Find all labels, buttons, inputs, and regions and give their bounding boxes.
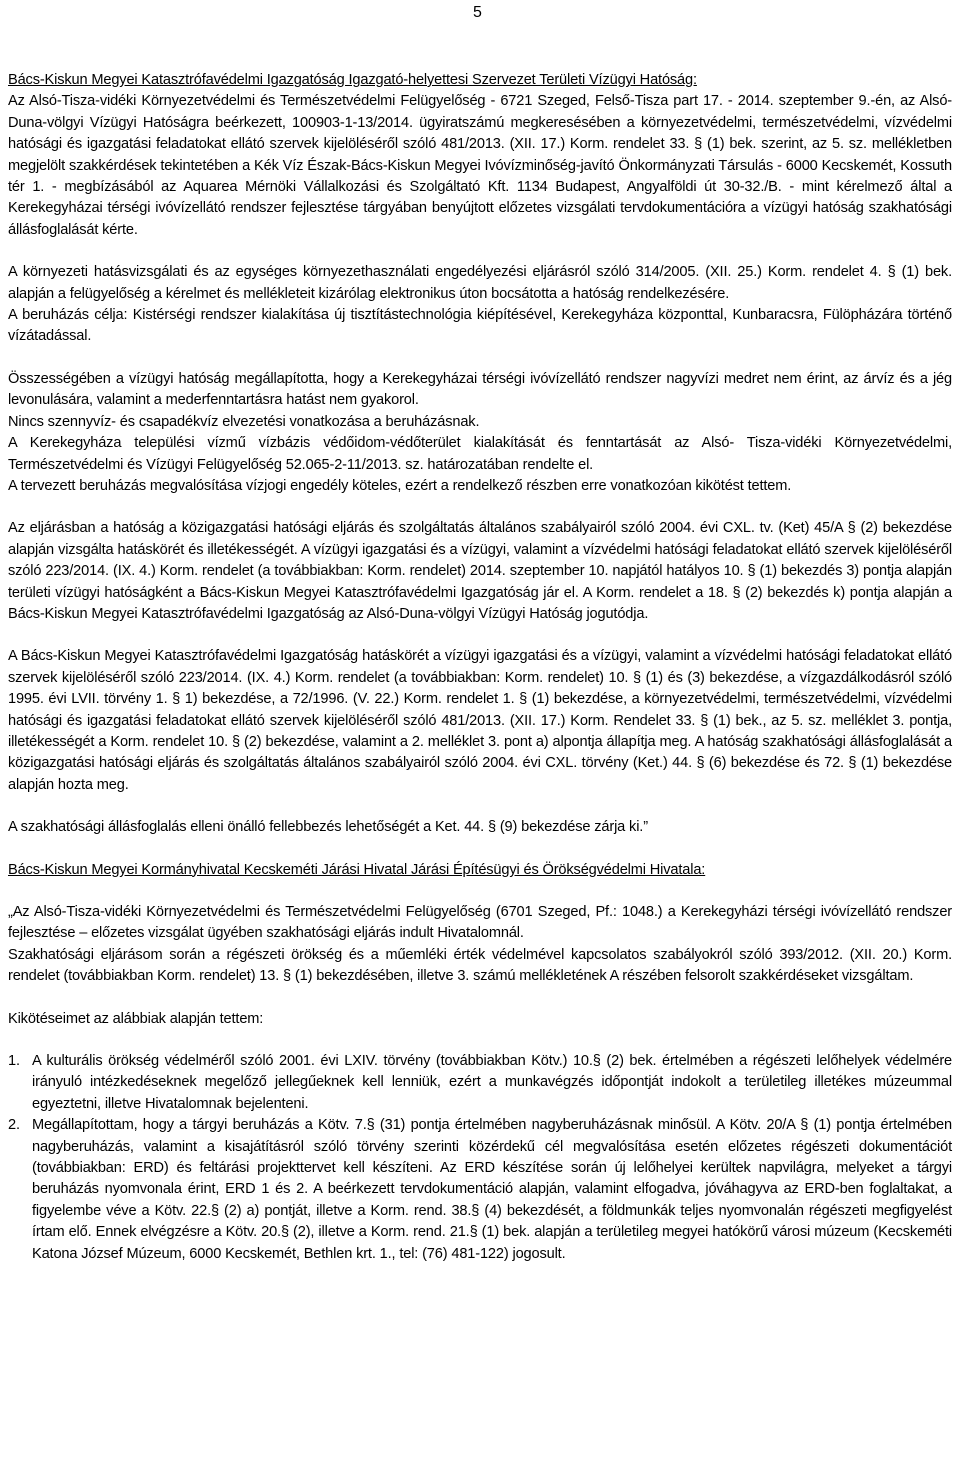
document-body <box>8 70 952 1265</box>
paragraph: „Az Alsó-Tisza-vidéki Környezetvédelmi és Természetvédelmi Felügyelőség (6701 Szeged, Pf.: 1048.) a Kerekegyházi térségi ivóvízellátó rendszer fejlesztése – előzetes vizsgálat ügyében szakhatósági eljárás indult Hivatalomnál. <box>8 904 952 942</box>
paragraph: A környezeti hatásvizsgálati és az egységes környezethasználati engedélyezési eljárásról szóló 314/2005. (XII. 25.) Korm. rendelet 4. § (1) bek. alapján a felügyelőség a kérelmet és mellékleteit kizárólag elektronikus úton bocsátotta a hatóság rendelkezésére. <box>8 264 952 302</box>
list-item-text: A kulturális örökség védelméről szóló 2001. évi LXIV. törvény (továbbiakban Kötv.) 10.§ (2) bek. értelmében a régészeti lelőhelyek védelmére irányuló intézkedéseknek megelőző jellegűeknek kell lenniük, ezért a munkavégzés időpontját indokolt a területileg illetékes múzeummal egyeztetni, illetve Hivatalomnak bejelenteni. <box>32 1053 952 1112</box>
list-item-number: 2. <box>8 1117 20 1134</box>
list-item-number: 1. <box>8 1053 20 1070</box>
paragraph: A szakhatósági állásfoglalás elleni önálló fellebbezés lehetőségét a Ket. 44. § (9) bekezdése zárja ki.” <box>8 819 648 836</box>
paragraph: A tervezett beruházás megvalósítása vízjogi engedély köteles, ezért a rendelkező részben erre vonatkozóan kikötést tettem. <box>8 477 792 494</box>
numbered-list <box>8 1051 952 1265</box>
paragraph: A Bács-Kiskun Megyei Katasztrófavédelmi Igazgatóság hatáskörét a vízügyi igazgatási és a vízügyi, valamint a vízvédelmi hatósági feladatokat ellátó szervek kijelöléséről szóló 223/2014. (IX. 4.) Korm. rendelet (a továbbiakban: Korm. rendelet) 10. § (1) és (3) bekezdése, a vízgazdálkodásról szóló 1995. évi LVII. törvény 1. § 1) bekezdése, a 72/1996. (V. 22.) Korm. rendelet 1. § (1) bekezdése, a környezetvédelmi, természetvédelmi, vízvédelmi hatósági és igazgatási feladatokat ellátó szervek kijelöléséről szóló 481/2013. (XII. 17.) Korm. Rendelet 33. § (1) bek., az 5. sz. melléklet 3. pontja, illetékességét a Korm. rendelet 10. § (2) bekezdése, valamint a 2. melléklet 3. pont a) alpontja állapítja meg. A hatóság szakhatósági állásfoglalását a közigazgatási hatósági eljárás és szolgáltatás általános szabályairól szóló 2004. évi CXL. törvény (Ket.) 44. § (6) bekezdése és 72. § (1) bekezdése alapján hozta meg. <box>8 648 952 793</box>
list-item-text: Megállapítottam, hogy a tárgyi beruházás a Kötv. 7.§ (31) pontja értelmében nagyberuházásnak minősül. A Kötv. 20/A § (1) pontja értelmében nagyberuházás, valamint a kisajátításról szóló törvény szerinti közérdekű cél megvalósítása esetén előzetes régészeti dokumentációt (továbbiakban: ERD) és feltárási projekttervet kell készíteni. Az ERD készítése során új lelőhelyei kerültek napvilágra, melyeket a tárgyi beruházás nyomvonala érint, ERD 1 és 2. A beérkezett tervdokumentáció alapján, valamint elfogadva, jóváhagyva az ERD-ben foglaltakat, a figyelembe véve a Kötv. 22.§ (2) a) pontját, illetve a Korm. rend. 38.§ (4) bekezdését, a földmunkák teljes nyomvonalán régészeti megfigyelést írtam elő. Ennek elvégzésre a Kötv. 20.§ (2), illetve a Korm. rend. 21.§ (1) bek. alapján a területileg megyei hatókörű városi múzeum (Kecskeméti Katona József Múzeum, 6000 Kecskemét, Bethlen krt. 1., tel: (76) 481-122) jogosult. <box>32 1117 952 1262</box>
paragraph: Az Alsó-Tisza-vidéki Környezetvédelmi és Természetvédelmi Felügyelőség - 6721 Szeged, Felső-Tisza part 17. - 2014. szeptember 9.-én, az Alsó-Duna-völgyi Vízügyi Hatóságra beérkezett, 100903-1-13/2014. ügyiratszámú megkeresésében a környezetvédelmi, természetvédelmi, vízvédelmi hatósági és igazgatási feladatokat ellátó szervek kijelöléséről szóló 481/2013. (XII. 17.) Korm. rendelet 33. § (1) bek. szerint, az 5. sz. mellékletben megjelölt szakkérdések tekintetében a Kék Víz Észak-Bács-Kiskun Megyei Ivóvízminőség-javító Önkormányzati Társulás - 6000 Kecskemét, Kossuth tér 1. - megbízásából az Aquarea Mérnöki Vállalkozási és Szolgáltató Kft. 1134 Budapest, Angyalföldi út 30-32./B. - mint kérelmező által a Kerekegyházai térségi ivóvízellátó rendszer fejlesztése tárgyában benyújtott előzetes vizsgálati tervdokumentációra a vízügyi hatóság szakhatósági állásfoglalását kérte. <box>8 93 952 238</box>
paragraph: A beruházás célja: Kistérségi rendszer kialakítása új tisztítástechnológia kiépítésével, Kerekegyháza központtal, Kunbaracsra, Fülöpházára történő vízátadással. <box>8 307 952 345</box>
section-heading-water-authority: Bács-Kiskun Megyei Katasztrófavédelmi Igazgatóság Igazgató-helyettesi Szervezet Területi Vízügyi Hatóság: <box>8 72 697 88</box>
paragraph: Kikötéseimet az alábbiak alapján tettem: <box>8 1010 264 1027</box>
paragraph: A Kerekegyháza települési vízmű vízbázis védőidom-védőterület kialakítását és fenntartását az Alsó- Tisza-vidéki Környezetvédelmi, Természetvédelmi és Vízügyi Felügyelőség 52.065-2-11/2013. sz. határozatában rendelte el. <box>8 435 952 473</box>
paragraph: Összességében a vízügyi hatóság megállapította, hogy a Kerekegyházai térségi ivóvízellátó rendszer nagyvízi medret nem érint, az árvíz és a jég levonulására, valamint a mederfenntartásra hatást nem gyakorol. <box>8 370 952 409</box>
list-item <box>8 1051 952 1115</box>
paragraph: Nincs szennyvíz- és csapadékvíz elvezetési vonatkozása a beruházásnak. <box>8 413 480 430</box>
paragraph: Az eljárásban a hatóság a közigazgatási hatósági eljárás és szolgáltatás általános szabályairól szóló 2004. évi CXL. tv. (Ket) 45/A § (2) bekezdése alapján vizsgálta hatáskörét és illetékességét. A vízügyi igazgatási és a vízügyi, valamint a vízvédelmi hatósági feladatokat ellátó szervek kijelöléséről szóló 223/2014. (IX. 4.) Korm. rendelet (a továbbiakban: Korm. rendelet) 2014. szeptember 10. napjától hatályos 10. § (1) bekezdés 3) pontja alapján területi vízügyi hatóságként a Bács-Kiskun Megyei Katasztrófavédelmi Igazgatóság jár el. A Korm. rendelet a 18. § (2) bekezdés k) pontja alapján a Bács-Kiskun Megyei Katasztrófavédelmi Igazgatóság az Alsó-Duna-völgyi Vízügyi Hatóság jogutódja. <box>8 520 952 622</box>
section-heading-heritage-office: Bács-Kiskun Megyei Kormányhivatal Kecskeméti Járási Hivatal Járási Építésügyi és Örökségvédelmi Hivatala: <box>8 861 706 878</box>
list-item <box>8 1115 952 1265</box>
paragraph: Szakhatósági eljárásom során a régészeti örökség és a műemléki érték védelmével kapcsolatos szabályokról szóló 393/2012. (XII. 20.) Korm. rendelet (továbbiakban Korm. rendelet) 13. § (1) bekezdésében, illetve 3. számú mellékletének A részében felsorolt szakkérdéseket vizsgáltam. <box>8 946 952 985</box>
page-number: 5 <box>473 4 482 21</box>
